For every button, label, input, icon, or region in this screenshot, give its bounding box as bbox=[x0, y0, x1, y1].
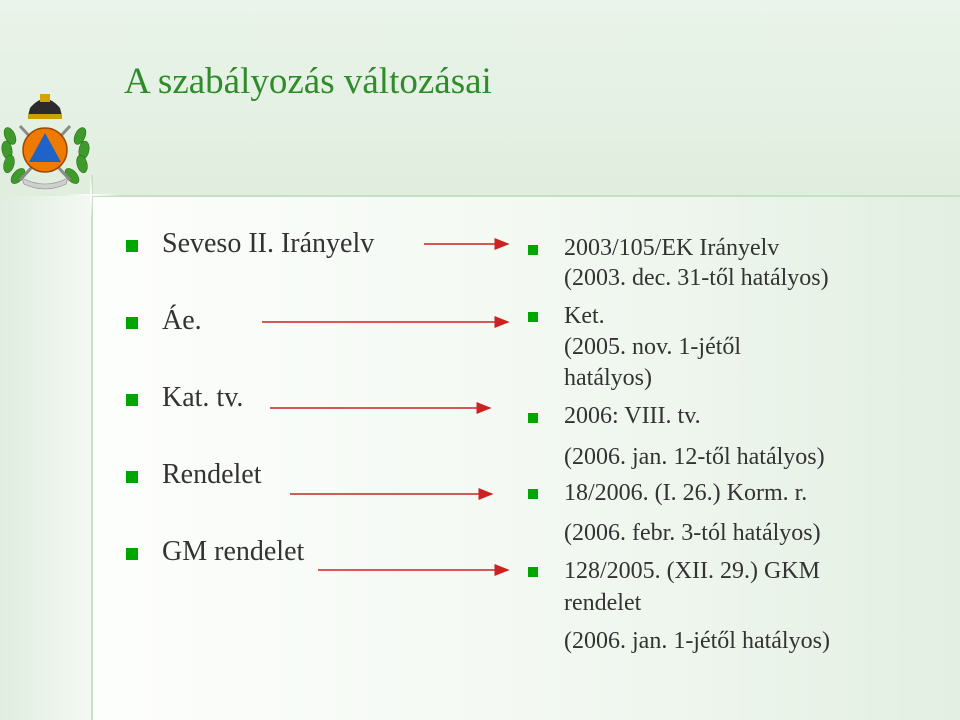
slide-title: A szabályozás változásai bbox=[124, 61, 492, 102]
right-item-line: 128/2005. (XII. 29.) GKM bbox=[564, 558, 820, 584]
square-bullet-icon bbox=[126, 471, 138, 483]
square-bullet-icon bbox=[528, 245, 538, 255]
right-item-line: hatályos) bbox=[564, 365, 652, 391]
square-bullet-icon bbox=[528, 312, 538, 322]
left-item: Rendelet bbox=[162, 459, 262, 490]
right-item-line: 18/2006. (I. 26.) Korm. r. bbox=[564, 480, 808, 506]
left-item: Kat. tv. bbox=[162, 382, 244, 413]
left-item: Seveso II. Irányelv bbox=[162, 228, 375, 259]
right-item-line: (2006. febr. 3-tól hatályos) bbox=[564, 520, 821, 546]
left-item: Áe. bbox=[162, 305, 202, 336]
right-item-line: 2003/105/EK Irányelv bbox=[564, 235, 780, 261]
right-item-line: (2006. jan. 1-jétől hatályos) bbox=[564, 628, 830, 654]
right-item-line: 2006: VIII. tv. bbox=[564, 403, 701, 429]
square-bullet-icon bbox=[528, 413, 538, 423]
square-bullet-icon bbox=[126, 394, 138, 406]
right-item-line: Ket. bbox=[564, 303, 605, 329]
square-bullet-icon bbox=[126, 548, 138, 560]
square-bullet-icon bbox=[126, 317, 138, 329]
square-bullet-icon bbox=[528, 489, 538, 499]
right-item-line: (2006. jan. 12-től hatályos) bbox=[564, 444, 825, 470]
right-item-line: rendelet bbox=[564, 590, 642, 616]
right-item-line: (2005. nov. 1-jétől bbox=[564, 334, 742, 360]
square-bullet-icon bbox=[528, 567, 538, 577]
right-item-line: (2003. dec. 31-től hatályos) bbox=[564, 265, 829, 291]
left-item: GM rendelet bbox=[162, 536, 305, 567]
square-bullet-icon bbox=[126, 240, 138, 252]
